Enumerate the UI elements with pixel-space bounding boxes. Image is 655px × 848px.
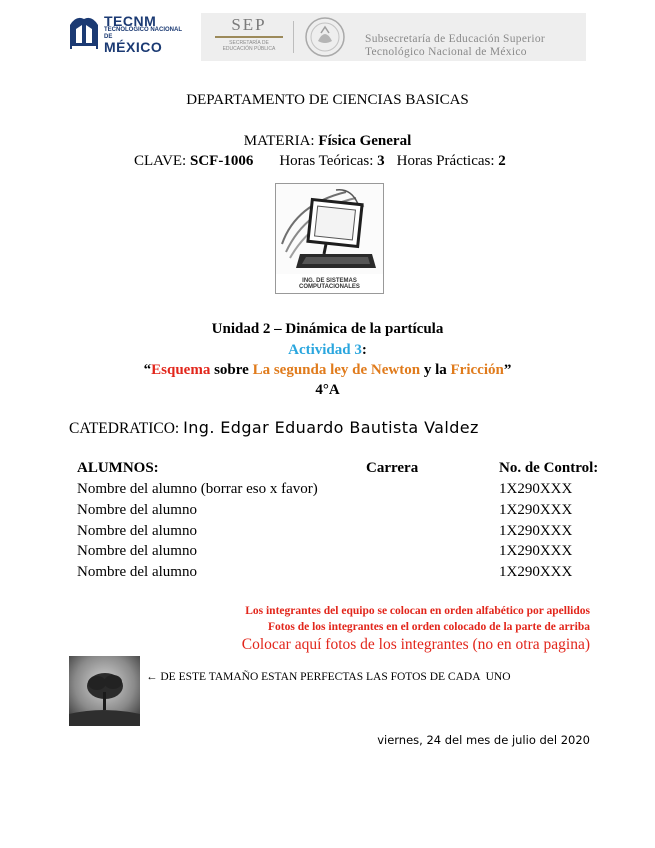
topic-sobre: sobre	[210, 362, 253, 378]
activity-label: Actividad 3	[288, 342, 362, 358]
sep-wordmark: SEP	[231, 15, 267, 34]
note-order: Los integrantes del equipo se colocan en orden alfabético por apellidos	[245, 605, 590, 617]
student-name: Nombre del alumno	[77, 543, 197, 559]
teacher-line	[69, 418, 479, 438]
clave-label: CLAVE:	[134, 153, 190, 169]
tecnm-seal-icon	[66, 13, 102, 53]
student-name: Nombre del alumno	[77, 502, 197, 518]
topic-esquema: Esquema	[151, 362, 211, 378]
tecnm-name-line: Tecnológico Nacional de México	[365, 46, 527, 58]
photo-caption: ← DE ESTE TAMAÑO ESTAN PERFECTAS LAS FOTOS DE CADA UNO	[146, 671, 511, 683]
tree-photo-icon	[69, 656, 140, 726]
sep-logo	[209, 16, 289, 52]
computer-icon	[276, 184, 383, 293]
student-control: 1X290XXX	[499, 543, 573, 559]
tecnm-subtitle: TECNOLÓGICO NACIONAL DE	[104, 27, 182, 40]
teoricas-value: 3	[377, 153, 385, 169]
materia-value: Física General	[318, 133, 412, 149]
header-alumnos: ALUMNOS:	[77, 460, 159, 476]
clave-value: SCF-1006	[189, 153, 254, 169]
unit-title	[0, 321, 655, 338]
tecnm-mexico: MÉXICO	[104, 39, 163, 55]
student-name: Nombre del alumno	[77, 523, 197, 539]
topic-open-quote: “	[143, 362, 152, 378]
practicas-value: 2	[498, 153, 506, 169]
unit-title-text: Unidad 2 – Dinámica de la partícula	[211, 321, 444, 337]
activity-colon: :	[361, 342, 367, 358]
note-photos-here: Colocar aquí fotos de los integrantes (no en otra pagina)	[241, 636, 590, 653]
materia-line	[0, 133, 655, 150]
tecnm-logo	[66, 13, 188, 55]
teacher-name: Ing. Edgar Eduardo Bautista Valdez	[183, 418, 479, 437]
group-label: 4°A	[315, 382, 340, 398]
header-control: No. de Control:	[499, 460, 599, 476]
student-control: 1X290XXX	[499, 564, 573, 580]
student-control: 1X290XXX	[499, 502, 573, 518]
header-carrera: Carrera	[366, 460, 419, 476]
subsecretaria-line: Subsecretaría de Educación Superior	[365, 33, 546, 45]
student-control: 1X290XXX	[499, 481, 573, 497]
note-photos-order: Fotos de los integrantes en el orden colocado de la parte de arriba	[268, 621, 590, 633]
tecnm-wordmark: TECNM	[104, 13, 157, 29]
students-table	[0, 460, 655, 585]
student-name: Nombre del alumno (borrar eso x favor)	[77, 481, 318, 497]
sep-banner	[201, 13, 586, 61]
ing-sistemas-logo	[275, 183, 384, 294]
materia-label: MATERIA:	[243, 133, 319, 149]
topic-close-quote: ”	[503, 362, 512, 378]
document-date: viernes, 24 del mes de julio del 2020	[377, 733, 590, 747]
topic-newton: La segunda ley de Newton	[252, 362, 421, 378]
course-logo-caption: ING. DE SISTEMAS COMPUTACIONALES	[299, 278, 360, 290]
student-name: Nombre del alumno	[77, 564, 197, 580]
activity-title	[0, 342, 655, 359]
header-divider	[293, 21, 294, 53]
sep-subtitle-2: EDUCACIÓN PÚBLICA	[222, 46, 276, 52]
course-info-line	[134, 153, 506, 170]
sample-photo	[69, 656, 140, 726]
sep-divider	[215, 36, 283, 38]
student-control: 1X290XXX	[499, 523, 573, 539]
teoricas-label: Horas Teóricas:	[279, 153, 378, 169]
practicas-label: Horas Prácticas:	[396, 153, 499, 169]
teacher-label: CATEDRATICO:	[69, 420, 184, 437]
topic-friccion: Fricción	[450, 362, 504, 378]
sep-subtitle-1: SECRETARÍA DE	[229, 40, 269, 46]
department-title: DEPARTAMENTO DE CIENCIAS BASICAS	[186, 92, 469, 108]
topic-line	[0, 362, 655, 379]
mexico-coat-of-arms-icon	[304, 15, 346, 59]
topic-y-la: y la	[420, 362, 451, 378]
